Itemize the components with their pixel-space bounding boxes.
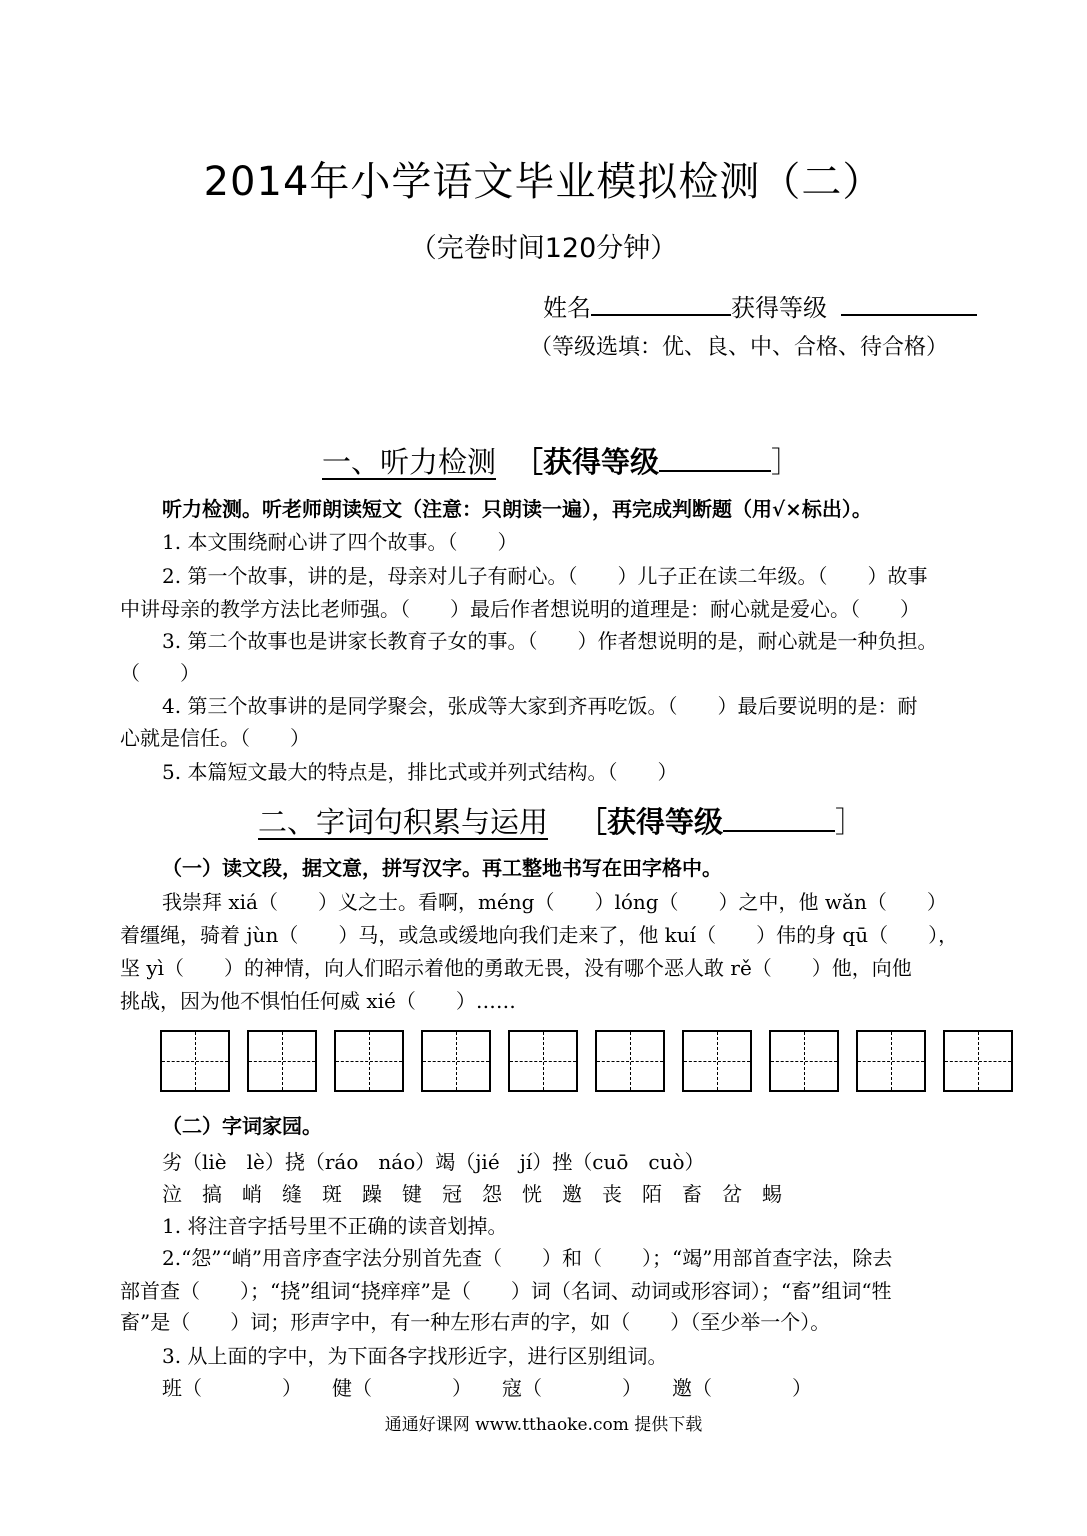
grade-options: （等级选填：优、良、中、合格、待合格） [530, 335, 949, 360]
part2-line: 劣（liè lè）挠（ráo náo）竭（jié jí）挫（cuō cuò） [162, 1150, 705, 1174]
section2-header [258, 800, 864, 841]
section1-heading: 一、听力检测 [322, 445, 497, 479]
tianzige-cell[interactable] [595, 1030, 665, 1092]
page-title: 2014年小学语文毕业模拟检测（二） [203, 159, 884, 205]
part2-line: 2.“怨”“峭”用音序查字法分别首先查（ ）和（ ）；“竭”用部首查字法，除去 [162, 1246, 893, 1270]
section1-line: 5. 本篇短文最大的特点是，排比式或并列式结构。（ ） [162, 760, 678, 784]
part1-line: 我崇拜 xiá（ ）义之士。看啊，méng（ ）lóng（ ）之中，他 wǎn（ ） [162, 890, 947, 914]
part1-line: 坚 yì（ ）的神情，向人们昭示着他的勇敢无畏，没有哪个恶人敢 rě（ ）他，向他 [120, 956, 912, 980]
grid-guide-horizontal [858, 1061, 924, 1062]
grid-guide-horizontal [510, 1061, 576, 1062]
section2-heading: 二、字词句积累与运用 [258, 805, 549, 839]
tianzige-cell[interactable] [247, 1030, 317, 1092]
name-label: 姓名 [543, 294, 591, 322]
tianzige-cell[interactable] [421, 1030, 491, 1092]
grid-guide-horizontal [336, 1061, 402, 1062]
tianzige-cell[interactable] [334, 1030, 404, 1092]
grade-blank[interactable] [841, 290, 977, 316]
section2-grade-close: ］ [835, 805, 865, 839]
part2-line: 1. 将注音字括号里不正确的读音划掉。 [162, 1214, 508, 1238]
page-subtitle: （完卷时间120分钟） [409, 233, 678, 264]
grid-guide-horizontal [771, 1061, 837, 1062]
section2-grade-blank[interactable] [723, 806, 835, 832]
student-info [543, 288, 977, 323]
section1-instruction: 听力检测。听老师朗读短文（注意：只朗读一遍），再完成判断题（用√×标出）。 [162, 497, 872, 521]
section1-grade-label: ［获得等级 [514, 445, 660, 479]
grid-guide-horizontal [945, 1061, 1011, 1062]
part2-title: （二）字词家园。 [162, 1114, 322, 1138]
grid-guide-horizontal [249, 1061, 315, 1062]
part2-line: 部首查（ ）；“挠”组词“挠痒痒”是（ ）词（名词、动词或形容词）；“畜”组词“牲 [120, 1279, 892, 1303]
grid-guide-horizontal [423, 1061, 489, 1062]
tianzige-grid-row [160, 1030, 1020, 1092]
tianzige-cell[interactable] [856, 1030, 926, 1092]
section1-line: 2. 第一个故事，讲的是，母亲对儿子有耐心。（ ）儿子正在读二年级。（ ）故事 [162, 564, 928, 588]
section1-grade-close: ］ [771, 445, 801, 479]
grid-guide-horizontal [597, 1061, 663, 1062]
section1-grade-blank[interactable] [659, 446, 771, 472]
tianzige-cell[interactable] [943, 1030, 1013, 1092]
grade-label: 获得等级 [731, 294, 827, 322]
part1-line: 着缰绳，骑着 jùn（ ）马，或急或缓地向我们走来了，他 kuí（ ）伟的身 qū（ ）， [120, 923, 959, 947]
section1-line: 4. 第三个故事讲的是同学聚会，张成等大家到齐再吃饭。（ ）最后要说明的是：耐 [162, 694, 918, 718]
tianzige-cell[interactable] [160, 1030, 230, 1092]
footer: 通通好课网 www.tthaoke.com 提供下载 [384, 1415, 703, 1435]
part2-line: 3. 从上面的字中，为下面各字找形近字，进行区别组词。 [162, 1344, 668, 1368]
section1-line: 中讲母亲的教学方法比老师强。（ ）最后作者想说明的道理是：耐心就是爱心。（ ） [120, 597, 920, 621]
part1-line: 挑战，因为他不惧怕任何威 xié（ ）…… [120, 989, 516, 1013]
section1-line: 1. 本文围绕耐心讲了四个故事。（ ） [162, 530, 518, 554]
tianzige-cell[interactable] [682, 1030, 752, 1092]
section1-header [322, 440, 800, 481]
part2-line: 畜”是（ ）词；形声字中，有一种左形右声的字，如（ ）（至少举一个）。 [120, 1310, 831, 1334]
part2-line: 泣 搞 峭 缝 斑 躁 键 冠 怨 恍 邀 丧 陌 畜 岔 蜴 [162, 1182, 782, 1206]
grid-guide-horizontal [162, 1061, 228, 1062]
tianzige-cell[interactable] [769, 1030, 839, 1092]
section1-line: 心就是信任。（ ） [120, 726, 310, 750]
tianzige-cell[interactable] [508, 1030, 578, 1092]
section1-line: （ ） [120, 661, 200, 685]
section1-line: 3. 第二个故事也是讲家长教育子女的事。（ ）作者想说明的是，耐心就是一种负担。 [162, 629, 938, 653]
grid-guide-horizontal [684, 1061, 750, 1062]
part2-line: 班（ ） 健（ ） 寇（ ） 邀（ ） [162, 1376, 812, 1400]
part1-title: （一）读文段，据文意，拼写汉字。再工整地书写在田字格中。 [162, 856, 722, 880]
name-blank[interactable] [591, 290, 731, 316]
section2-grade-label: ［获得等级 [578, 805, 724, 839]
